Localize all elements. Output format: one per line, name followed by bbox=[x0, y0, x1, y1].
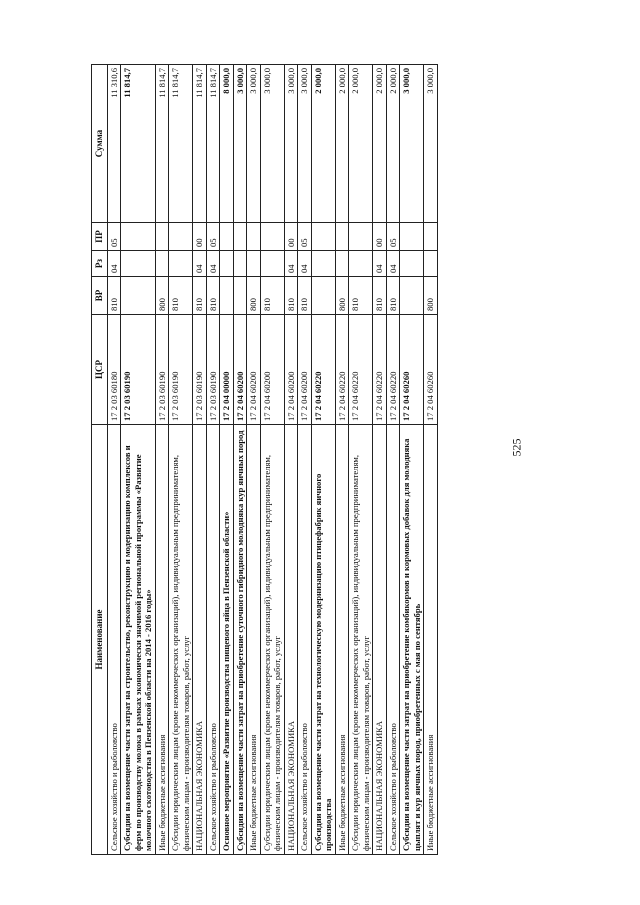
cell-sum: 11 814,7 bbox=[121, 65, 155, 223]
cell-name: Иные бюджетные ассигнования bbox=[247, 425, 260, 855]
cell-sum: 3 000,0 bbox=[247, 65, 260, 223]
header-csr: ЦСР bbox=[92, 315, 108, 425]
cell-pr bbox=[233, 223, 246, 251]
cell-rz bbox=[155, 251, 168, 277]
cell-csr: 17 2 04 00000 bbox=[220, 315, 233, 425]
cell-csr: 17 2 03 60190 bbox=[155, 315, 168, 425]
cell-csr: 17 2 03 60190 bbox=[169, 315, 193, 425]
cell-pr bbox=[311, 223, 335, 251]
cell-csr: 17 2 04 60220 bbox=[311, 315, 335, 425]
cell-vr bbox=[400, 277, 424, 315]
cell-pr bbox=[424, 223, 437, 251]
cell-sum: 11 814,7 bbox=[206, 65, 219, 223]
cell-csr: 17 2 03 60190 bbox=[121, 315, 155, 425]
table-row bbox=[206, 65, 219, 855]
cell-name: НАЦИОНАЛЬНАЯ ЭКОНОМИКА bbox=[193, 425, 206, 855]
cell-csr: 17 2 04 60200 bbox=[298, 315, 311, 425]
table-row bbox=[155, 65, 168, 855]
table-row bbox=[233, 65, 246, 855]
table-row bbox=[386, 65, 399, 855]
header-pr: ПР bbox=[92, 223, 108, 251]
table-header-row bbox=[92, 65, 108, 855]
table-row bbox=[373, 65, 386, 855]
cell-name: Сельское хозяйство и рыболовство bbox=[298, 425, 311, 855]
cell-name: НАЦИОНАЛЬНАЯ ЭКОНОМИКА bbox=[373, 425, 386, 855]
cell-vr: 810 bbox=[349, 277, 373, 315]
table-row bbox=[335, 65, 348, 855]
cell-sum: 3 000,0 bbox=[284, 65, 297, 223]
cell-vr bbox=[220, 277, 233, 315]
header-rz: Рз bbox=[92, 251, 108, 277]
cell-csr: 17 2 04 60220 bbox=[349, 315, 373, 425]
cell-vr: 810 bbox=[386, 277, 399, 315]
cell-csr: 17 2 03 60180 bbox=[107, 315, 120, 425]
header-name: Наименование bbox=[92, 425, 108, 855]
cell-rz: 04 bbox=[284, 251, 297, 277]
cell-name: Основное мероприятие «Развитие производства пищевого яйца в Пензенской области» bbox=[220, 425, 233, 855]
cell-vr bbox=[311, 277, 335, 315]
cell-sum: 11 814,7 bbox=[169, 65, 193, 223]
cell-rz bbox=[400, 251, 424, 277]
cell-rz: 04 bbox=[386, 251, 399, 277]
cell-rz: 04 bbox=[193, 251, 206, 277]
table-row bbox=[424, 65, 437, 855]
table-row bbox=[193, 65, 206, 855]
table-row bbox=[121, 65, 155, 855]
cell-pr bbox=[155, 223, 168, 251]
cell-rz bbox=[260, 251, 284, 277]
cell-sum: 2 000,0 bbox=[335, 65, 348, 223]
cell-vr: 810 bbox=[373, 277, 386, 315]
cell-sum: 2 000,0 bbox=[373, 65, 386, 223]
table-row bbox=[107, 65, 120, 855]
cell-vr: 810 bbox=[298, 277, 311, 315]
cell-vr: 810 bbox=[284, 277, 297, 315]
cell-name: Сельское хозяйство и рыболовство bbox=[107, 425, 120, 855]
cell-pr bbox=[400, 223, 424, 251]
cell-rz: 04 bbox=[107, 251, 120, 277]
cell-vr: 810 bbox=[206, 277, 219, 315]
cell-vr: 800 bbox=[247, 277, 260, 315]
cell-rz: 04 bbox=[373, 251, 386, 277]
cell-csr: 17 2 04 60200 bbox=[260, 315, 284, 425]
cell-pr: 00 bbox=[284, 223, 297, 251]
table-row bbox=[284, 65, 297, 855]
cell-name: Сельское хозяйство и рыболовство bbox=[386, 425, 399, 855]
cell-sum: 3 000,0 bbox=[298, 65, 311, 223]
cell-sum: 3 000,0 bbox=[400, 65, 424, 223]
rotated-table-wrapper bbox=[91, 65, 541, 855]
cell-sum: 3 000,0 bbox=[260, 65, 284, 223]
cell-csr: 17 2 03 60190 bbox=[206, 315, 219, 425]
cell-vr bbox=[121, 277, 155, 315]
cell-name: Субсидии юридическим лицам (кроме некоммерческих организаций), индивидуальным предпринимателям, физическим лицам - производителям товаров, работ, услуг bbox=[260, 425, 284, 855]
cell-name: Субсидии юридическим лицам (кроме некоммерческих организаций), индивидуальным предпринимателям, физическим лицам - производителям товаров, работ, услуг bbox=[349, 425, 373, 855]
header-vr: ВР bbox=[92, 277, 108, 315]
cell-pr bbox=[335, 223, 348, 251]
cell-pr bbox=[220, 223, 233, 251]
cell-pr: 05 bbox=[206, 223, 219, 251]
cell-vr: 800 bbox=[424, 277, 437, 315]
cell-csr: 17 2 04 60220 bbox=[335, 315, 348, 425]
cell-pr bbox=[349, 223, 373, 251]
cell-pr: 00 bbox=[373, 223, 386, 251]
cell-csr: 17 2 04 60200 bbox=[233, 315, 246, 425]
table-row bbox=[260, 65, 284, 855]
cell-csr: 17 2 04 60200 bbox=[284, 315, 297, 425]
table-row bbox=[247, 65, 260, 855]
cell-csr: 17 2 04 60220 bbox=[373, 315, 386, 425]
cell-vr: 800 bbox=[335, 277, 348, 315]
cell-csr: 17 2 03 60190 bbox=[193, 315, 206, 425]
cell-csr: 17 2 04 60260 bbox=[424, 315, 437, 425]
cell-rz bbox=[169, 251, 193, 277]
cell-name: Субсидии на возмещение части затрат на технологическую модернизацию птицефабрик яичного производства bbox=[311, 425, 335, 855]
cell-vr: 810 bbox=[169, 277, 193, 315]
cell-vr: 810 bbox=[193, 277, 206, 315]
cell-rz bbox=[220, 251, 233, 277]
cell-sum: 11 310,6 bbox=[107, 65, 120, 223]
cell-rz: 04 bbox=[206, 251, 219, 277]
cell-csr: 17 2 04 60220 bbox=[386, 315, 399, 425]
cell-rz bbox=[349, 251, 373, 277]
cell-name: НАЦИОНАЛЬНАЯ ЭКОНОМИКА bbox=[284, 425, 297, 855]
cell-vr: 810 bbox=[260, 277, 284, 315]
cell-sum: 2 000,0 bbox=[311, 65, 335, 223]
table-row bbox=[400, 65, 424, 855]
cell-name: Иные бюджетные ассигнования bbox=[155, 425, 168, 855]
cell-name: Иные бюджетные ассигнования bbox=[335, 425, 348, 855]
table-row bbox=[349, 65, 373, 855]
table-row bbox=[169, 65, 193, 855]
cell-pr bbox=[169, 223, 193, 251]
table-row bbox=[311, 65, 335, 855]
cell-name: Субсидии на возмещение части затрат на приобретение суточного гибридного молодняка кур яичных пород bbox=[233, 425, 246, 855]
table-row bbox=[220, 65, 233, 855]
cell-name: Сельское хозяйство и рыболовство bbox=[206, 425, 219, 855]
cell-name: Субсидии на возмещение части затрат на приобретение комбикормов и кормовых добавок для молодняка цыплят и кур яичных пород, приобретенных с мая по сентябрь bbox=[400, 425, 424, 855]
cell-rz bbox=[424, 251, 437, 277]
cell-pr: 05 bbox=[298, 223, 311, 251]
cell-name: Иные бюджетные ассигнования bbox=[424, 425, 437, 855]
cell-name: Субсидии юридическим лицам (кроме некоммерческих организаций), индивидуальным предпринимателям, физическим лицам - производителям товаров, работ, услуг bbox=[169, 425, 193, 855]
cell-sum: 2 000,0 bbox=[386, 65, 399, 223]
cell-csr: 17 2 04 60260 bbox=[400, 315, 424, 425]
header-sum: Сумма bbox=[92, 65, 108, 223]
cell-sum: 3 000,0 bbox=[424, 65, 437, 223]
cell-sum: 3 000,0 bbox=[233, 65, 246, 223]
cell-rz bbox=[311, 251, 335, 277]
cell-sum: 2 000,0 bbox=[349, 65, 373, 223]
cell-rz bbox=[247, 251, 260, 277]
cell-rz bbox=[335, 251, 348, 277]
cell-sum: 8 000,0 bbox=[220, 65, 233, 223]
cell-sum: 11 814,7 bbox=[155, 65, 168, 223]
cell-pr bbox=[260, 223, 284, 251]
cell-vr: 800 bbox=[155, 277, 168, 315]
page-number: 525 bbox=[509, 438, 524, 457]
cell-pr: 05 bbox=[386, 223, 399, 251]
cell-pr bbox=[247, 223, 260, 251]
cell-vr: 810 bbox=[107, 277, 120, 315]
cell-pr: 00 bbox=[193, 223, 206, 251]
cell-pr: 05 bbox=[107, 223, 120, 251]
budget-table bbox=[91, 64, 438, 855]
cell-rz: 04 bbox=[298, 251, 311, 277]
cell-pr bbox=[121, 223, 155, 251]
cell-csr: 17 2 04 60200 bbox=[247, 315, 260, 425]
cell-rz bbox=[233, 251, 246, 277]
table-body bbox=[107, 65, 437, 855]
cell-sum: 11 814,7 bbox=[193, 65, 206, 223]
cell-vr bbox=[233, 277, 246, 315]
cell-name: Субсидии на возмещение части затрат на строительство, реконструкцию и модернизацию комплексов и ферм по производству молока в рамках экономически значимой региональной программы «Развитие молочного скотоводства в Пензенской области на 2014 - 2016 годы» bbox=[121, 425, 155, 855]
cell-rz bbox=[121, 251, 155, 277]
table-row bbox=[298, 65, 311, 855]
